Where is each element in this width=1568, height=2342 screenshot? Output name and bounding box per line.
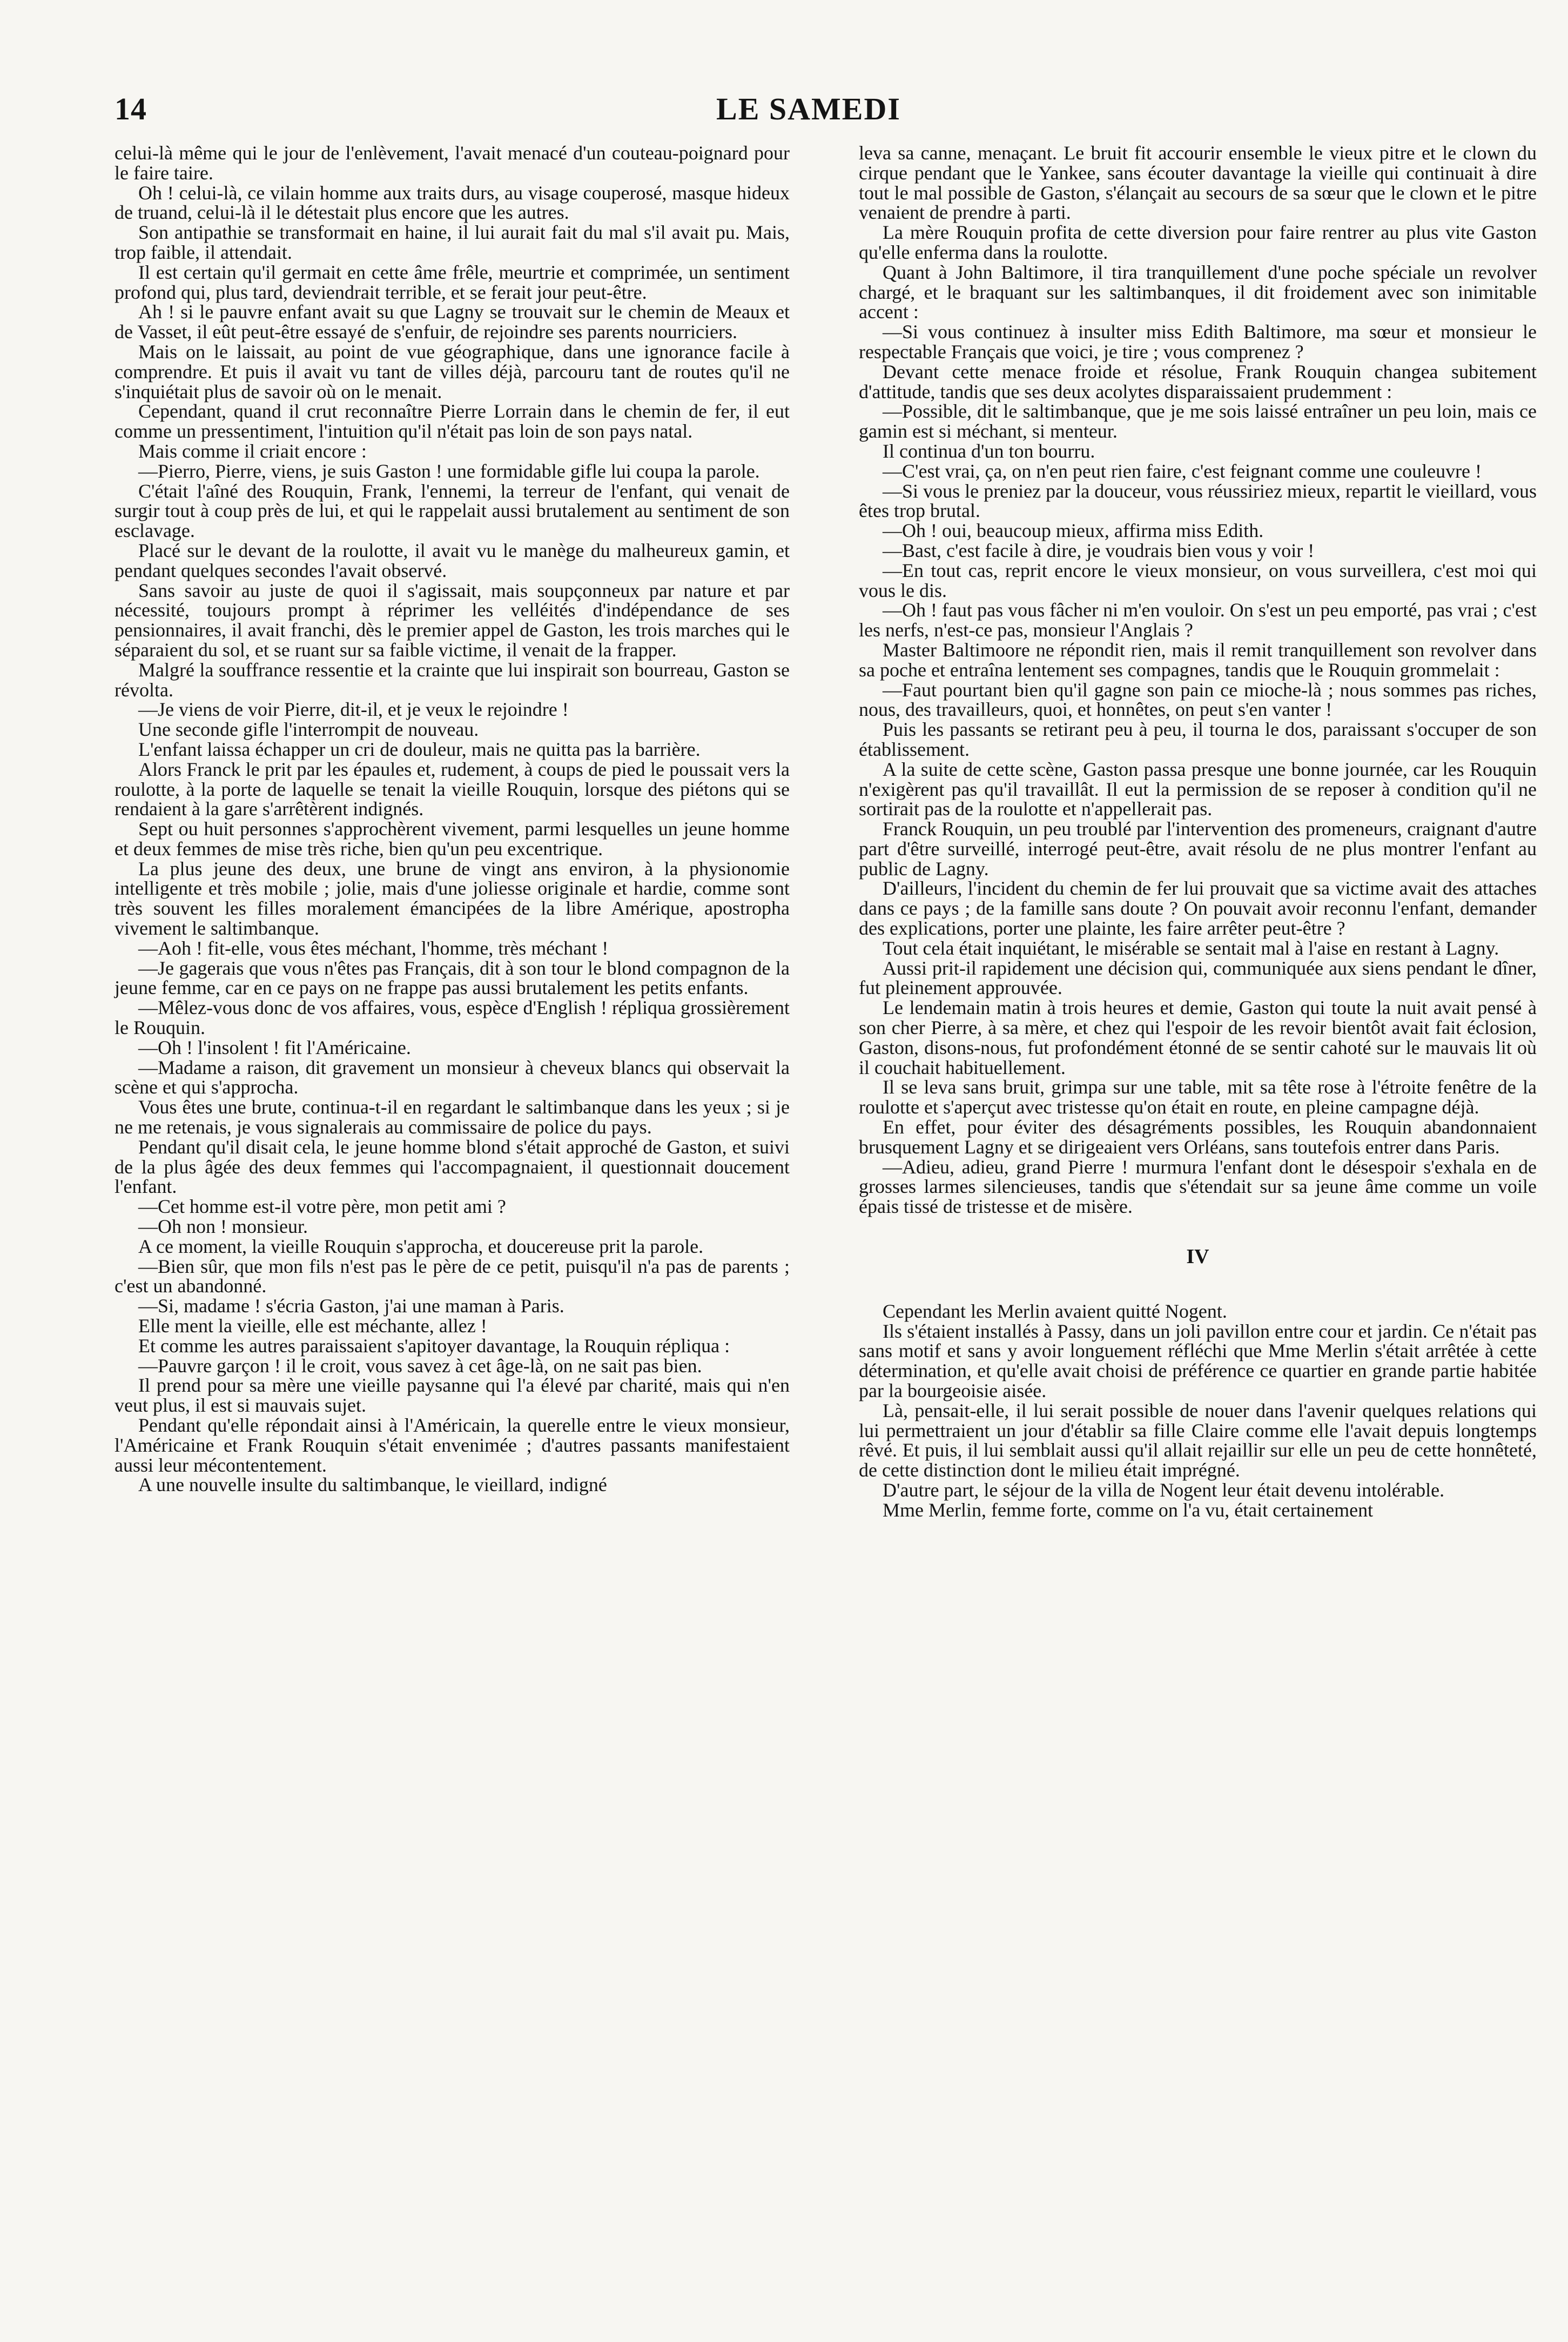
paragraph: L'enfant laissa échapper un cri de douleur, mais ne quitta pas la barrière. [138,738,701,760]
paragraph: Puis les passants se retirant peu à peu, il tourna le dos, paraissant s'occuper de son établissement. [859,719,1537,760]
paragraph: Tout cela était inquiétant, le misérable se sentait mal à l'aise en restant à Lagny. [883,937,1499,959]
paragraph: Il est certain qu'il germait en cette âme frêle, meurtrie et comprimée, un sentiment profond qui, plus tard, deviendrait terrible, et se ferait jour peut-être. [115,261,790,303]
paragraph: La mère Rouquin profita de cette diversion pour faire rentrer au plus vite Gaston qu'elle enferma dans la roulotte. [859,222,1537,263]
paragraph: —Cet homme est-il votre père, mon petit ami ? [138,1196,506,1218]
paragraph: Une seconde gifle l'interrompit de nouveau. [138,719,479,741]
paragraph: Oh ! celui-là, ce vilain homme aux traits durs, au visage couperosé, masque hideux de truand, celui-là il le détestait plus encore que les autres. [115,182,790,224]
paragraph: Sans savoir au juste de quoi il s'agissait, mais soupçonneux par nature et par nécessité, toujours prompt à réprimer les velléités d'indépendance de ses pensionnaires, il avait franchi, dès le premier appel de Gaston, les trois marches qui le séparaient du sol, et se ruant sur sa faible victime, il venait de la frapper. [115,579,790,661]
paragraph: A une nouvelle insulte du saltimbanque, le vieillard, indigné [138,1474,607,1496]
paragraph: D'autre part, le séjour de la villa de Nogent leur était devenu intolérable. [883,1479,1445,1501]
paragraph: A la suite de cette scène, Gaston passa presque une bonne journée, car les Rouquin n'exigèrent pas qu'il travaillât. Il eut la permission de se reposer à condition qu'il ne sortirait pas de la roulotte et n'appellerait pas. [859,758,1537,820]
paragraph: A ce moment, la vieille Rouquin s'approcha, et doucereuse prit la parole. [138,1235,704,1257]
paragraph: Pendant qu'il disait cela, le jeune homme blond s'était approché de Gaston, et suivi de la plus âgée des deux femmes qui l'accompagnaient, il questionnait doucement l'enfant. [115,1136,790,1198]
paragraph: Mais on le laissait, au point de vue géographique, dans une ignorance facile à comprendre. Et puis il avait vu tant de villes déjà, parcouru tant de routes qu'il ne s'inquiétait plus de savoir où on le menait. [115,340,790,402]
paragraph: —En tout cas, reprit encore le vieux monsieur, on vous surveillera, c'est moi qui vous le dis. [859,559,1537,601]
paragraph: Malgré la souffrance ressentie et la crainte que lui inspirait son bourreau, Gaston se révolta. [115,659,790,701]
paragraph: —Madame a raison, dit gravement un monsieur à cheveux blancs qui observait la scène et qui s'approcha. [115,1056,790,1098]
paragraph: Quant à John Baltimore, il tira tranquillement d'une poche spéciale un revolver chargé, et le braquant sur les saltimbanques, il dit froidement avec son inimitable accent : [859,261,1537,323]
paragraph: Son antipathie se transformait en haine, il lui aurait fait du mal s'il avait pu. Mais, trop faible, il attendait. [115,222,790,263]
paragraph: —Possible, dit le saltimbanque, que je me sois laissé entraîner un peu loin, mais ce gamin est si méchant, si menteur. [859,400,1537,442]
paragraph: Aussi prit-il rapidement une décision qui, communiquée aux siens pendant le dîner, fut pleinement approuvée. [859,957,1537,999]
paragraph: Alors Franck le prit par les épaules et, rudement, à coups de pied le poussait vers la roulotte, à la porte de laquelle se tenait la vieille Rouquin, lorsque des piétons qui se rendaient à la gare s'arrêtèrent indignés. [115,758,790,820]
paragraph: Il prend pour sa mère une vieille paysanne qui l'a élevé par charité, mais qui n'en veut plus, il est si mauvais sujet. [115,1374,790,1417]
paragraph: —Faut pourtant bien qu'il gagne son pain ce mioche-là ; nous sommes pas riches, nous, des travailleurs, quoi, et honnêtes, on peut s'en vanter ! [859,679,1537,721]
paragraph: Cependant, quand il crut reconnaître Pierre Lorrain dans le chemin de fer, il eut comme un pressentiment, l'intuition qu'il n'était pas loin de son pays natal. [115,400,790,442]
paragraph: —Si, madame ! s'écria Gaston, j'ai une maman à Paris. [138,1295,564,1317]
paragraph: Cependant les Merlin avaient quitté Nogent. [883,1300,1227,1322]
paragraph: Placé sur le devant de la roulotte, il avait vu le manège du malheureux gamin, et pendant quelques secondes l'avait observé. [115,539,790,581]
paragraph: —Pauvre garçon ! il le croit, vous savez à cet âge-là, on ne sait pas bien. [138,1354,702,1377]
paragraph: Sept ou huit personnes s'approchèrent vivement, parmi lesquelles un jeune homme et deux femmes de mise très riche, bien qu'un peu excentrique. [115,818,790,860]
paragraph: Ah ! si le pauvre enfant avait su que Lagny se trouvait sur le chemin de Meaux et de Vasset, il eût peut-être essayé de s'enfuir, de rejoindre ses parents nourriciers. [115,301,790,343]
right-column-upper [859,143,1537,1217]
paragraph: Il se leva sans bruit, grimpa sur une table, mit sa tête rose à l'étroite fenêtre de la roulotte et s'aperçut avec tristesse qu'on était en route, en pleine campagne déjà. [859,1076,1537,1118]
right-column [859,143,1537,1520]
paragraph: celui-là même qui le jour de l'enlèvement, l'avait menacé d'un couteau-poignard pour le faire taire. [115,142,790,184]
paragraph: —Je gagerais que vous n'êtes pas Français, dit à son tour le blond compagnon de la jeune femme, car en ce pays on ne frappe pas aussi brutalement les petits enfants. [115,957,790,999]
paragraph: —Pierro, Pierre, viens, je suis Gaston ! une formidable gifle lui coupa la parole. [138,460,760,482]
paragraph: Le lendemain matin à trois heures et demie, Gaston qui toute la nuit avait pensé à son cher Pierre, à sa mère, et chez qui l'espoir de les revoir bientôt avait fait éclosion, Gaston, disons-nous, fut profondément étonné de se sentir cahoté sur le mauvais lit où il couchait habituellement. [859,997,1537,1078]
running-title: LE SAMEDI [716,91,901,126]
paragraph: Ils s'étaient installés à Passy, dans un joli pavillon entre cour et jardin. Ce n'était pas sans motif et sans y avoir longuement réfléchi que Mme Merlin s'était arrêtée à cette détermination, et qu'elle avait choisi de préférence ce quartier en grande partie habitée par la bourgeoisie aisée. [859,1320,1537,1402]
paragraph: C'était l'aîné des Rouquin, Frank, l'ennemi, la terreur de l'enfant, qui venait de surgir tout à coup près de lui, et qui le rappelait aussi brutalement au sentiment de son esclavage. [115,480,790,542]
paragraph: —Oh non ! monsieur. [138,1216,308,1238]
page-number: 14 [115,91,147,126]
paragraph: Il continua d'un ton bourru. [883,440,1095,462]
page-header [115,91,1503,134]
paragraph: Vous êtes une brute, continua-t-il en regardant le saltimbanque dans les yeux ; si je ne me retenais, je vous signalerais au commissaire de police du pays. [115,1096,790,1138]
paragraph: Mme Merlin, femme forte, comme on l'a vu, était certainement [883,1499,1374,1521]
right-column-lower [859,1301,1537,1520]
paragraph: D'ailleurs, l'incident du chemin de fer lui prouvait que sa victime avait des attaches dans ce pays ; de la famille sans doute ? On pouvait avoir reconnu l'enfant, demander des explications, porter une plainte, les faire arrêter peut-être ? [859,877,1537,940]
paragraph: —C'est vrai, ça, on n'en peut rien faire, c'est feignant comme une couleuvre ! [883,460,1482,482]
paragraph: En effet, pour éviter des désagréments possibles, les Rouquin abandonnaient brusquement Lagny et se dirigeaient vers Orléans, sans toutefois entrer dans Paris. [859,1116,1537,1158]
paragraph: Et comme les autres paraissaient s'apitoyer davantage, la Rouquin répliqua : [138,1334,730,1357]
paragraph: La plus jeune des deux, une brune de vingt ans environ, à la physionomie intelligente et très mobile ; jolie, mais d'une joliesse originale et hardie, comme sont très souvent les filles moralement émancipées de la libre Amérique, apostropha vivement le saltimbanque. [115,857,790,940]
paragraph: —Si vous continuez à insulter miss Edith Baltimore, ma sœur et monsieur le respectable Français que voici, je tire ; vous comprenez ? [859,321,1537,363]
left-column [115,143,790,1495]
paragraph: —Oh ! oui, beaucoup mieux, affirma miss Edith. [883,520,1264,542]
paragraph: —Aoh ! fit-elle, vous êtes méchant, l'homme, très méchant ! [138,937,609,959]
section-heading: IV [1186,1245,1209,1269]
paragraph: Devant cette menace froide et résolue, Frank Rouquin changea subitement d'attitude, tandis que ses deux acolytes disparaissaient prudemment : [859,360,1537,402]
paragraph: Elle ment la vieille, elle est méchante, allez ! [138,1315,487,1337]
paragraph: Franck Rouquin, un peu troublé par l'intervention des promeneurs, craignant d'autre part d'être surveillé, interrogé peut-être, avait résolu de ne plus montrer l'enfant au public de Lagny. [859,818,1537,880]
paragraph: —Oh ! l'insolent ! fit l'Américaine. [138,1036,411,1058]
paragraph: Pendant qu'elle répondait ainsi à l'Américain, la querelle entre le vieux monsieur, l'Américaine et Frank Rouquin s'était envenimée ; d'autres passants manifestaient aussi leur mécontentement. [115,1414,790,1476]
paragraph: —Bien sûr, que mon fils n'est pas le père de ce petit, puisqu'il n'a pas de parents ; c'est un abandonné. [115,1255,790,1297]
paragraph: leva sa canne, menaçant. Le bruit fit accourir ensemble le vieux pitre et le clown du cirque pendant que le Yankee, sans écouter davantage la vieille qui continuait à dire tout le mal possible de Gaston, s'élançait au secours de sa sœur que le clown et le pitre venaient de prendre à parti. [859,142,1537,224]
paragraph: —Oh ! faut pas vous fâcher ni m'en vouloir. On s'est un peu emporté, pas vrai ; c'est les nerfs, n'est-ce pas, monsieur l'Anglais ? [859,599,1537,641]
paragraph: —Si vous le preniez par la douceur, vous réussiriez mieux, repartit le vieillard, vous êtes trop brutal. [859,480,1537,522]
paragraph: —Bast, c'est facile à dire, je voudrais bien vous y voir ! [883,539,1315,561]
paragraph: —Je viens de voir Pierre, dit-il, et je veux le rejoindre ! [138,699,569,721]
paragraph: Master Baltimoore ne répondit rien, mais il remit tranquillement son revolver dans sa poche et entraîna lentement ses compagnes, tandis que le Rouquin grommelait : [859,639,1537,681]
paragraph: Mais comme il criait encore : [138,440,367,462]
paragraph: —Mêlez-vous donc de vos affaires, vous, espèce d'English ! répliqua grossièrement le Rouquin. [115,997,790,1039]
paragraph: —Adieu, adieu, grand Pierre ! murmura l'enfant dont le désespoir s'exhala en de grosses larmes silencieuses, tandis que s'étendait sur sa jeune âme comme un voile épais tissé de tristesse et de misère. [859,1156,1537,1218]
paragraph: Là, pensait-elle, il lui serait possible de nouer dans l'avenir quelques relations qui lui permettraient un jour d'établir sa fille Claire comme elle l'avait depuis longtemps rêvé. Et puis, il lui semblait aussi qu'il allait rejaillir sur elle un peu de cette honnêteté, de cette distinction dont le milieu était imprégné. [859,1399,1537,1481]
